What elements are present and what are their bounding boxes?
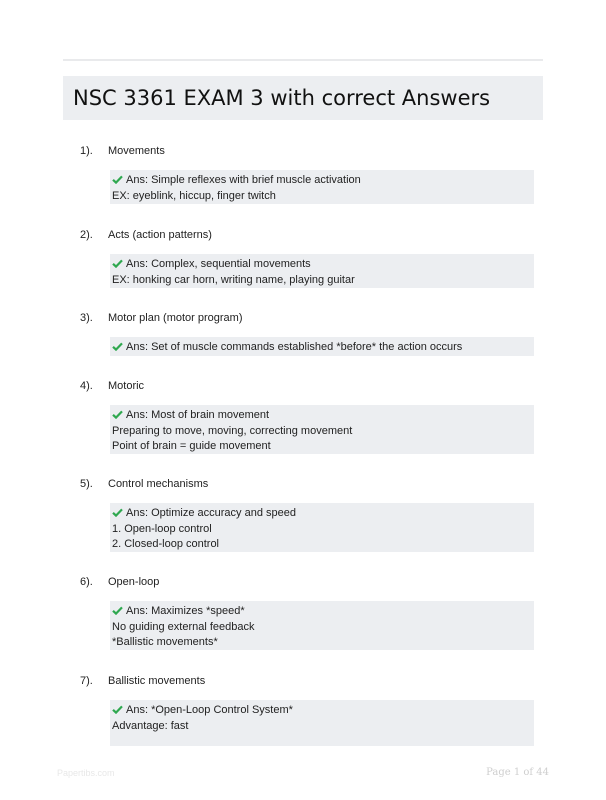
answer-box — [110, 337, 534, 356]
answer-line: EX: honking car horn, writing name, playing guitar — [112, 274, 355, 286]
title-banner — [63, 76, 543, 120]
answer-line: Advantage: fast — [112, 720, 189, 732]
question-text: Motoric — [108, 380, 145, 392]
check-icon — [112, 409, 123, 424]
question-text: Ballistic movements — [108, 675, 206, 687]
check-icon — [112, 704, 123, 719]
answer-box — [110, 601, 534, 650]
question-number: 2). — [80, 229, 93, 241]
check-icon — [112, 605, 123, 620]
answer-line: Preparing to move, moving, correcting movement — [112, 425, 353, 437]
answer-line: 2. Closed-loop control — [112, 538, 220, 550]
check-icon — [112, 174, 123, 189]
question-number: 6). — [80, 576, 93, 588]
question-text: Acts (action patterns) — [108, 229, 212, 241]
question-text: Control mechanisms — [108, 478, 209, 490]
question-text: Motor plan (motor program) — [108, 312, 243, 324]
answer-line: Ans: *Open-Loop Control System* — [126, 704, 293, 716]
check-icon — [112, 507, 123, 522]
answer-line: EX: eyeblink, hiccup, finger twitch — [112, 190, 276, 202]
question-text: Open-loop — [108, 576, 160, 588]
question-number: 7). — [80, 675, 93, 687]
answer-box — [110, 170, 534, 204]
answer-box — [110, 503, 534, 552]
site-watermark: Papertibs.com — [57, 768, 115, 778]
page-number: Page 1 of 44 — [486, 767, 549, 778]
question-number: 1). — [80, 145, 93, 157]
answer-line: 1. Open-loop control — [112, 523, 212, 535]
question-text: Movements — [108, 145, 165, 157]
page-title: NSC 3361 EXAM 3 with correct Answers — [73, 86, 491, 110]
question-number: 5). — [80, 478, 93, 490]
answer-line: Ans: Complex, sequential movements — [126, 258, 311, 270]
answer-box — [110, 254, 534, 288]
question-number: 3). — [80, 312, 93, 324]
answer-line: Point of brain = guide movement — [112, 440, 271, 452]
check-icon — [112, 341, 123, 356]
question-number: 4). — [80, 380, 93, 392]
answer-box — [110, 700, 534, 746]
answer-line: No guiding external feedback — [112, 621, 255, 633]
answer-line: Ans: Optimize accuracy and speed — [126, 507, 296, 519]
answer-line: Ans: Set of muscle commands established *before* the action occurs — [126, 341, 463, 353]
check-icon — [112, 258, 123, 273]
answer-box — [110, 405, 534, 454]
answer-line: Ans: Maximizes *speed* — [126, 605, 245, 617]
answer-line: Ans: Simple reflexes with brief muscle activation — [126, 174, 361, 186]
answer-line: Ans: Most of brain movement — [126, 409, 270, 421]
top-divider — [63, 59, 543, 61]
answer-line: *Ballistic movements* — [112, 636, 218, 648]
